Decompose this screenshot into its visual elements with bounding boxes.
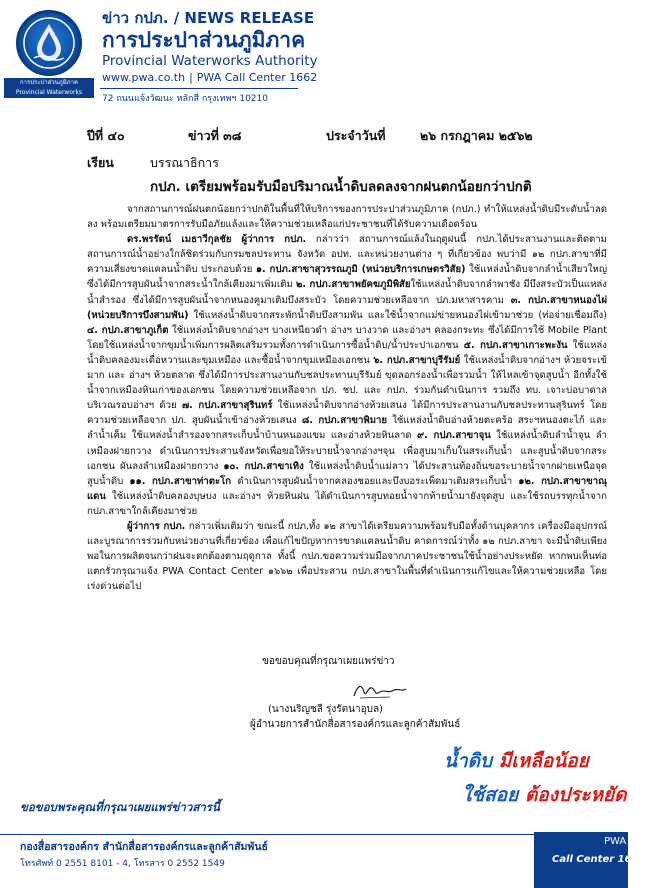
logo-caption-th: การประปาส่วนภูมิภาค [19, 79, 79, 86]
pwa-logo [16, 10, 82, 76]
slogan-word-1: น้ำดิบ [444, 750, 493, 772]
headline: กปภ. เตรียมพร้อมรับมือปริมาณน้ำดิบลดลงจากฝนตกน้อยกว่าปกติ [150, 179, 532, 195]
recipient-value: บรรณาธิการ [150, 155, 219, 170]
address: 72 ถนนแจ้งวัฒนะ หลักสี่ กรุงเทพฯ 10210 [102, 94, 268, 104]
news-release-title: ข่าว กปภ. / NEWS RELEASE [102, 9, 315, 27]
slogan-word-4: ต้องประหยัด [524, 784, 627, 806]
year-label: ปีที่ ๔๐ [87, 128, 125, 143]
logo-caption [4, 78, 94, 106]
news-number: ข่าวที่ ๓๘ [188, 128, 242, 143]
footer-phone: โทรศัพท์ 0 2551 8101 - 4, โทรสาร 0 2552 1549 [20, 859, 225, 869]
website-link[interactable]: www.pwa.co.th [102, 71, 186, 84]
slogan-word-3: ใช้สอย [462, 784, 519, 806]
footer-divider [0, 834, 534, 835]
signature-scribble-icon [350, 680, 410, 702]
logo-caption-en: Provincial Waterworks Authority [15, 89, 83, 106]
signatory-position: ผู้อำนวยการสำนักสื่อสารองค์กรและลูกค้าสัมพันธ์ [250, 719, 461, 730]
slogan-word-2: มีเหลือน้อย [498, 750, 589, 772]
call-center-label: PWA Call Center 1662 [196, 71, 318, 84]
contact-row: www.pwa.co.th | PWA Call Center 1662 [102, 71, 318, 84]
paragraph-preparedness: ผู้ว่าการ กปภ. กล่าวเพิ่มเติมว่า ขณะนี้ กปภ.ทั้ง ๑๒ สาขาได้เตรียมความพร้อมรับมือทั้งด้านบุคลากร เครื่องมืออุปกรณ์ และบูรณาการร่วมกับหน่วยงานที่เกี่ยวข้อง เพื่อแก้ไขปัญหาการขาดแคลนน้ำดิบ คาดการณ์ว่าทั้ง ๑๒ กปภ.สาขา จะมีน้ำดิบเพียงพอในการผลิตจนกว่าฝนจะตกต้องตามฤดูกาล ทั้งนี้ กปภ.ขอความร่วมมือจากภาคประชาชนใช้น้ำอย่างประหยัด หากพบเห็นท่อแตกรั่วกรุณาแจ้ง PWA Contact Center ๑๖๖๒ เพื่อประสาน กปภ.สาขาในพื้นที่ดำเนินการแก้ไขและให้ความช่วยเหลือ โดยเร่งด่วนต่อไป [87, 520, 607, 593]
date-label: ประจำวันที่ [326, 128, 386, 143]
call-center-footer: Call Center 1662 [552, 854, 645, 865]
article-body [87, 202, 607, 594]
header-divider [100, 88, 298, 89]
org-name-en: Provincial Waterworks Authority [102, 53, 318, 69]
governor-name: ดร.พรรัตน์ เมธาวีกุลชัย ผู้ว่าการ กปภ. [127, 234, 307, 246]
letterhead [0, 0, 628, 118]
footer-department: กองสื่อสารองค์กร สำนักสื่อสารองค์กรและลูกค้าสัมพันธ์ [20, 841, 268, 853]
paragraph-intro: จากสถานการณ์ฝนตกน้อยกว่าปกติในพื้นที่ให้บริการของการประปาส่วนภูมิภาค (กปภ.) ทำให้แหล่งน้ำดิบมีระดับน้ำลดลง พร้อมเตรียมมาตรการรับมือภัยแล้งและให้ความช่วยเหลือแก่ประชาชนที่ได้รับความเดือดร้อน [87, 204, 607, 231]
thank-you-line: ขอขอบพระคุณที่กรุณาเผยแพร่ข่าวสารนี้ [20, 800, 220, 814]
pwa-call-center-box [534, 832, 645, 888]
water-emblem-icon [22, 16, 76, 70]
signatory-name: (นางนริญชลี รุ่งรัตนาอุบล) [268, 704, 384, 715]
closing-line: ขอขอบคุณที่กรุณาเผยแพร่ข่าว [262, 656, 395, 667]
org-name-th: การประปาส่วนภูมิภาค [102, 28, 306, 52]
campaign-slogan [444, 740, 627, 820]
recipient-label: เรียน [87, 155, 114, 170]
pwa-label: PWA [604, 836, 627, 847]
date-value: ๒๖ กรกฎาคม ๒๕๖๒ [420, 128, 533, 143]
paragraph-branches: ดร.พรรัตน์ เมธาวีกุลชัย ผู้ว่าการ กปภ. กล่าวว่า สถานการณ์แล้งในฤดูฝนนี้ กปภ.ได้ประสานงานและติดตามสถานการณ์น้ำอย่างใกล้ชิดร่วมกับกรมชลประทาน จังหวัด อปท. และหน่วยงานต่าง ๆ ที่เกี่ยวข้อง พบว่ามี ๑๒ กปภ.สาขาที่มีความเสี่ยงขาดแคลนน้ำดิบ ประกอบด้วย ๑. กปภ.สาขาสุวรรณภูมิ (หน่วยบริการเกษตรวิสัย) ใช้แหล่งน้ำดิบจากลำน้ำเสียวใหญ่ ซึ่งได้มีการสูบผันน้ำจากสระน้ำใกล้เคียงมาเพิ่มเติม ๒. กปภ.สาขาพยัคฆภูมิพิสัยใช้แหล่งน้ำดิบจากลำพาชัง มีบึงสระบัวเป็นแหล่งน้ำสำรอง ซึ่งได้มีการสูบผันน้ำจากหนองคูมาเติมบึงสระบัว โดยความช่วยเหลือจาก ปภ.มหาสารคาม ๓. กปภ.สาขาหนองไผ่ (หน่วยบริการบึงสามพัน) ใช้แหล่งน้ำดิบจากสระพักน้ำดิบบึงสามพัน และใช้น้ำจากแม่ข่ายหนองไผ่เข้ามาช่วย (ท่อจ่ายเชื่อมถึง) ๔. กปภ.สาขาภูเก็ต ใช้แหล่งน้ำดิบจากอ่างฯ บางเหนียวดำ อ่างฯ บางวาด และอ่างฯ คลองกระทะ ซึ่งได้มีการใช้ Mobile Plant โดยใช้แหล่งน้ำจากขุมน้ำเพิ่มการผลิตเสริมรวมทั้งการดำเนินการซื้อน้ำดิบ/น้ำประปาเอกชน ๕. กปภ.สาขาเกาะพะงัน ใช้แหล่งน้ำดิบคลองมะเดื่อหวานและขุมเหมือง และซื้อน้ำจากขุมเหมืองเอกชน ๖. กปภ.สาขาบุรีรัมย์ ใช้แหล่งน้ำดิบจากอ่างฯ ห้วยจระเข้มาก และ อ่างฯ ห้วยตลาด ซึ่งได้มีการประสานงานกับชลประทานบุรีรัมย์ ขุดลอกร่องน้ำเพื่อรวมน้ำ ให้ไหลเข้าจุดสูบน้ำ อีกทั้งใช้น้ำจากเหมืองหินเก่าของเอกชน โดยความช่วยเหลือจาก ปภ. ชป. และ กปภ. ร่วมกันดำเนินการ รวมถึง ทบ. เจาะบ่อบาดาลบริเวณรอบอ่างฯ ด้วย ๗. กปภ.สาขาสุรินทร์ ใช้แหล่งน้ำดิบจากอ่างห้วยเสนง ได้มีการประสานงานกับชลประทานสุรินทร์ โดยความช่วยเหลือจาก ปภ. สูบผันน้ำเข้าอ่างห้วยเสนง ๘. กปภ.สาขาพิมาย ใช้แหล่งน้ำดิบอ่างห้วยตะคร้อ สระฯหนองตะไก้ และลำน้ำเค็ม ใช้แหล่งน้ำสำรองจากสระเก็บน้ำบ้านหนองแขม และอ่างห้วยหินลาด ๙. กปภ.สาขาจุน ใช้แหล่งน้ำดิบลำน้ำจุน ลำเหมืองฝายกวาง ดำเนินการประสานจังหวัดเพื่อขอให้ระบายน้ำจากอ่างฯจุน เพื่อสูบมาเก็บในสระเก็บน้ำ และสูบน้ำดิบจากสระเอกชน ผันลงลำเหมืองฝายกวาง ๑๐. กปภ.สาขาเทิง ใช้แหล่งน้ำดิบน้ำแม่ลาว ได้ประสานท้องถิ่นขอระบายน้ำจากฝายเหนือจุดสูบน้ำดิบ ๑๑. กปภ.สาขาท่าตะโก ดำเนินการสูบผันน้ำจากคลองชอยและบึงบอระเพ็ดมาเติมสระเก็บน้ำ ๑๒. กปภ.สาขาขาณุแดน ใช้แหล่งน้ำดิบคลองบุษบง และอ่างฯ ห้วยหินฝน ได้ดำเนินการสูบทอยน้ำจากท้ายน้ำมายังจุดสูบ และใช้รถบรรทุกน้ำจาก กปภ.สาขาใกล้เคียงมาช่วย [87, 234, 608, 517]
